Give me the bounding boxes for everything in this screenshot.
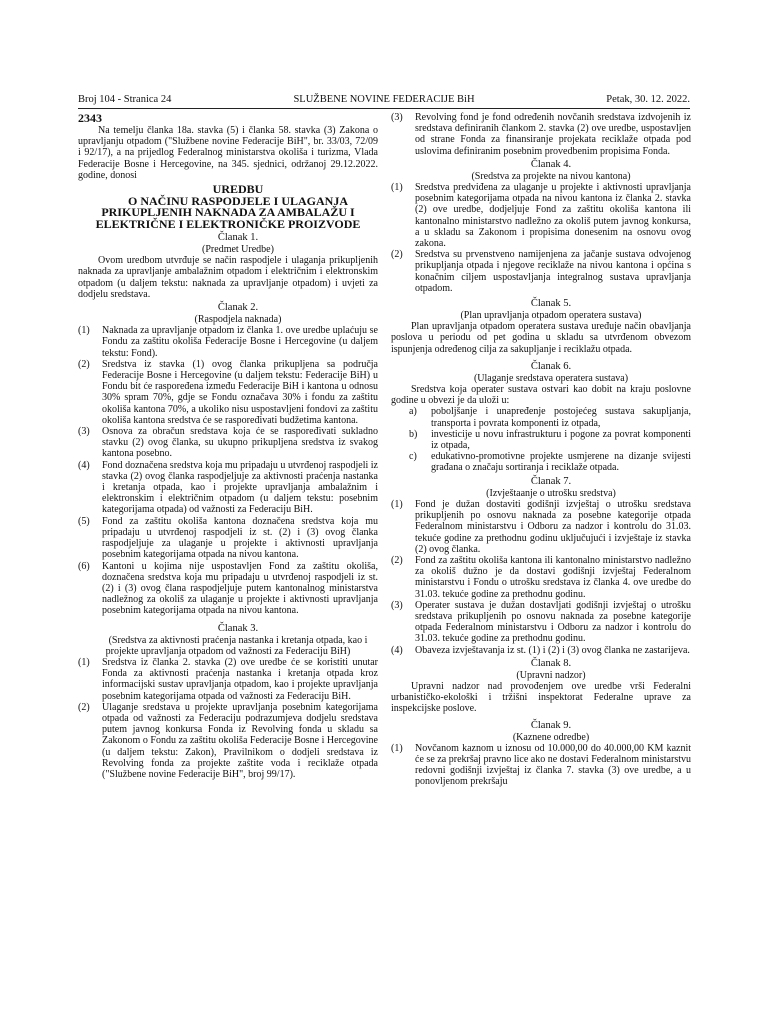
article-4-paragraph: [391, 182, 691, 249]
paragraph-text: Novčanom kaznom u iznosu od 10.000,00 do 40.000,00 KM kaznit će se za prekršaj pravno lice ako ne dostavi Federalnom ministarstvu redovni godišnji izvještaj iz članka 7. stavka (3) ove uredbe, a u ponovljenom prekršaju: [415, 742, 691, 788]
paragraph-text: Fond za zaštitu okoliša kantona doznačena sredstva koja mu pripadaju u utvrđenoj raspodjeli iz st. (2) i (3) ovog članka raspodjeljuje za ulaganje u projekte i aktivnosti upravljanja posebnim kategorijama otpada na nivou kantona.: [102, 515, 378, 561]
article-7-paragraph: [391, 555, 691, 600]
paragraph-label: (1): [78, 656, 90, 668]
paragraph-text: Osnova za obračun sredstava koja će se raspoređivati sukladno stavku (2) ovog članka, su ukupno prikupljena sredstva iz svakog kantona posebno.: [102, 426, 378, 460]
article-9-heading: Članak 9.: [530, 719, 572, 731]
left-column: [78, 112, 378, 780]
article-4-heading: Članak 4.: [530, 158, 572, 170]
act-title: O NAČINU RASPODJELE I ULAGANJA PRIKUPLJENIH NAKNADA ZA AMBALAŽU I ELEKTRIČNE I ELEKTRONIČKE PROIZVODE: [95, 193, 361, 231]
article-9-paragraph: [391, 743, 691, 788]
article-6-heading: Članak 6.: [530, 360, 572, 372]
list-item-text: poboljšanje i unapređenje postojećeg sustava sakupljanja, transporta i povrata komponenti iz otpada,: [431, 406, 691, 429]
article-2-paragraph: [78, 426, 378, 460]
article-3-paragraph: [78, 702, 378, 780]
paragraph-text: Ulaganje sredstava u projekte upravljanja posebnim kategorijama otpada od važnosti za Federaciju podrazumjeva dodjelu sredstava putem javnog konkursa Fonda iz Revolving fonda u skladu sa Zakonom o Fondu za zaštitu okoliša Federacije Bosne i Hercegovine (u daljem tekstu: Zakon), Pravilnikom o dodjeli sredstava iz Revolving fonda za projekte zaštite voda i reciklaže otpada ("Službene novine Federacije BiH", broj 99/17).: [102, 701, 378, 780]
article-6-list-item: [391, 406, 691, 428]
paragraph-label: (3): [78, 426, 90, 438]
paragraph-text: Fond za zaštitu okoliša kantona ili kantonalno ministarstvo nadležno za okoliš dužno je da dostavi godišnji izvještaj Federalnom ministarstvu i Fondu o utrošku sredstava iz članka 4. ove uredbe do 31.03. tekuće godine za prethodnu godinu.: [415, 554, 691, 600]
paragraph-text: Sredstva iz stavka (1) ovog članka prikupljena sa područja Federacije Bosne i Hercegovine (u daljem tekstu: Federacije BiH) u Fondu bit će raspoređena između Federacije BiH i kantona u odnosu 30% spram 70%, gdje se Fondu označava 30% i fondu za zaštitu okoliša kantona 70%, a ukoliko nisu uspostavljeni fondovi za zaštitu okoliša kantona sredstva će se raspoređivati budžetima kantona.: [102, 358, 378, 426]
paragraph-text: Kantoni u kojima nije uspostavljen Fond za zaštitu okoliša, doznačena sredstva koja mu pripadaju u utvrđenoj raspodjeli iz st. (2) i (3) ovog člana raspodjeljuje putem kantonalnog ministarstva nadležnog za okoliš za ulaganje u projekte i aktivnosti upravljanja posebnim kategorijama otpada na nivou kantona.: [102, 560, 378, 617]
paragraph-label: (5): [78, 515, 90, 527]
article-1-subtitle: (Predmet Uredbe): [202, 244, 274, 256]
act-type-title: UREDBU: [212, 182, 264, 197]
article-7-paragraph: [391, 645, 691, 656]
article-6-text: Sredstva koja operater sustava ostvari kao dobit na kraju poslovne godine u obvezi je da uloži u:: [391, 384, 691, 407]
article-3-paragraph: [78, 657, 378, 702]
paragraph-label: (6): [78, 560, 90, 572]
issue-number: Broj 104 - Stranica 24: [78, 94, 172, 105]
paragraph-label: (1): [391, 182, 403, 194]
article-2-subtitle: (Raspodjela naknada): [194, 314, 282, 326]
paragraph-label: (4): [391, 644, 403, 656]
article-6-list-item: [391, 451, 691, 473]
article-4-subtitle: (Sredstva za projekte na nivou kantona): [471, 170, 631, 182]
article-6-subtitle: (Ulaganje sredstava operatera sustava): [473, 372, 629, 384]
paragraph-text: Sredstva iz članka 2. stavka (2) ove uredbe će se koristiti unutar Fonda za aktivnosti praćenja nastanka i kretanja otpada kroz informacijski sustav upravljanja otpadom, kao i projekte upravljanja posebnim kategorijama otpada od važnosti za Federaciju BiH.: [102, 656, 378, 702]
paragraph-text: Fond doznačena sredstva koja mu pripadaju u utvrđenoj raspodjeli iz stavka (2) ovog članka raspodjeljuje za aktivnosti praćenja nastanka i kretanja otpada, kao i projekte upravljanja ambalažnim i elektronskim i električnim otpadom (u daljem tekstu: posebnim kategorijama otpada) od važnosti za Federaciju BiH.: [102, 459, 378, 516]
article-2-paragraph: [78, 359, 378, 426]
preamble: Na temelju članka 18a. stavka (5) i članka 58. stavka (3) Zakona o upravljanju otpadom ("Službene novine Federacije BiH", br. 33/03, 72/09 i 92/17), a na prijedlog Federalnog ministarstva okoliša i turizma, Vlada Federacije Bosne i Hercegovine, na 345. sjednici, održanoj 29.12.2022. godine, donosi: [78, 125, 378, 181]
article-2-paragraph: [78, 516, 378, 561]
article-8-text: Upravni nadzor nad provođenjem ove uredbe vrši Federalni urbanističko-ekološki i tržišni inspektorat Federalne uprave za inspekcijske poslove.: [391, 680, 691, 715]
article-2-paragraph: [78, 561, 378, 617]
paragraph-label: (2): [78, 701, 90, 713]
list-item-label: c): [409, 451, 417, 463]
paragraph-label: (2): [78, 358, 90, 370]
article-3-heading: Članak 3.: [217, 622, 259, 634]
right-column: [391, 112, 691, 788]
article-5-text: Plan upravljanja otpadom operatera sustava uređuje način obavljanja poslova u periodu od pet godina u skladu sa utvrđenom obvezom ispunjenja određenog cilja za sakupljanje i reciklažu otpada.: [391, 321, 691, 355]
paragraph-label: (3): [391, 112, 403, 123]
paragraph-text: Naknada za upravljanje otpadom iz članka 1. ove uredbe uplaćuju se Fondu za zaštitu okoliša Federacije Bosne i Hercegovine (u daljem tekstu: Fond).: [102, 325, 378, 359]
article-7-subtitle: (Izvještaanje o utrošku sredstva): [486, 487, 616, 499]
paragraph-label: (1): [391, 742, 403, 754]
article-2-heading: Članak 2.: [217, 302, 259, 314]
paragraph-text: Revolving fond je fond određenih novčanih sredstava izdvojenih iz sredstava definiranih člankom 2. stavka (2) ove uredbe, uspostavljen od strane Fonda za finansiranje projekata reciklaže otpada pod uslovima definiranim posebnim provedbenim propisima Fonda.: [415, 112, 691, 157]
article-7-heading: Članak 7.: [530, 475, 572, 487]
article-4-paragraph: [391, 249, 691, 294]
article-2-paragraph: [78, 325, 378, 359]
article-7-paragraph: [391, 600, 691, 645]
article-3-subtitle: (Sredstva za aktivnosti praćenja nastanka i kretanja otpada, kao i projekte upravljanja otpadom od važnosti za Federaciju BiH): [105, 634, 368, 657]
article-8-heading: Članak 8.: [530, 657, 572, 669]
article-5-heading: Članak 5.: [530, 298, 572, 310]
list-item-label: b): [409, 428, 418, 440]
paragraph-text: Sredstva su prvenstveno namijenjena za jačanje sustava odvojenog prikupljanja otpada i njegove reciklaže na nivou kantona i općina s konačnim ciljem uspostavljanja integralnog sustava upravljanja otpadom.: [415, 249, 691, 294]
gazette-title: SLUŽBENE NOVINE FEDERACIJE BiH: [293, 94, 475, 105]
article-7-paragraph: [391, 499, 691, 555]
paragraph-text: Obaveza izvještavanja iz st. (1) i (2) i (3) ovog članka ne zastarijeva.: [415, 644, 690, 656]
paragraph-label: (2): [391, 249, 403, 261]
article-8-subtitle: (Upravni nadzor): [516, 669, 586, 681]
paragraph-text: Operater sustava je dužan dostavljati godišnji izvještaj o utrošku sredstava prikupljenih po osnovu naknada za posebne kategorije otpada Federalnom ministarstvu i Odboru za nadzor i kontrolu do 31.03. tekuće godine za prethodnu godinu.: [415, 599, 691, 645]
paragraph-label: (1): [78, 325, 90, 337]
page-header: [78, 93, 690, 107]
paragraph-label: (4): [78, 459, 90, 471]
list-item-text: edukativno-promotivne projekte usmjerene na dizanje svijesti građana o značaju sortiranja i reciklaže otpada.: [431, 451, 691, 474]
article-2-paragraph: [78, 460, 378, 516]
paragraph-text: Fond je dužan dostaviti godišnji izvještaj o utrošku sredstava prikupljenih po osnovu naknada za posebne kategorije otpada Federalnom ministarstvu i Odboru za nadzor i kontrolu do 31.03. tekuće godine za prethodnu godinu uključujući i izvještaje iz stavka (2) ovog članka.: [415, 498, 691, 555]
list-item-text: investicije u novu infrastrukturu i pogone za povrat komponenti iz otpada,: [431, 428, 691, 452]
article-6-list-item: [391, 429, 691, 451]
article-9-subtitle: (Kaznene odredbe): [512, 731, 590, 743]
article-5-subtitle: (Plan upravljanja otpadom operatera sustava): [460, 310, 642, 322]
paragraph-label: (1): [391, 498, 403, 510]
list-item-label: a): [409, 406, 417, 418]
header-rule: [78, 108, 690, 109]
paragraph-label: (3): [391, 599, 403, 611]
article-1-text: Ovom uredbom utvrđuje se način raspodjele i ulaganja prikupljenih naknada za upravljanje ambalažnim otpadom i električnim i elektronskim otpadom (u daljem tekstu: naknada za upravljanje otpadom) i uvjeti za dodjelu sredstava.: [78, 255, 378, 300]
article-1-heading: Članak 1.: [217, 232, 259, 244]
paragraph-label: (2): [391, 554, 403, 566]
act-number: 2343: [78, 111, 102, 125]
issue-date: Petak, 30. 12. 2022.: [606, 94, 690, 105]
paragraph-text: Sredstva predviđena za ulaganje u projekte i aktivnosti upravljanja posebnim kategorijama otpada na nivou kantona iz članka 2. stavka (2) ove uredbe, dodjeljuje Fond za zaštitu okoliša kantona ili kantonalno ministarstvo nadležno za okoliš putem javnog konkursa, a u skladu sa Zakonom i propisima donesenim na osnovu ovog zakona.: [415, 182, 691, 250]
article-3-paragraph: [391, 112, 691, 157]
